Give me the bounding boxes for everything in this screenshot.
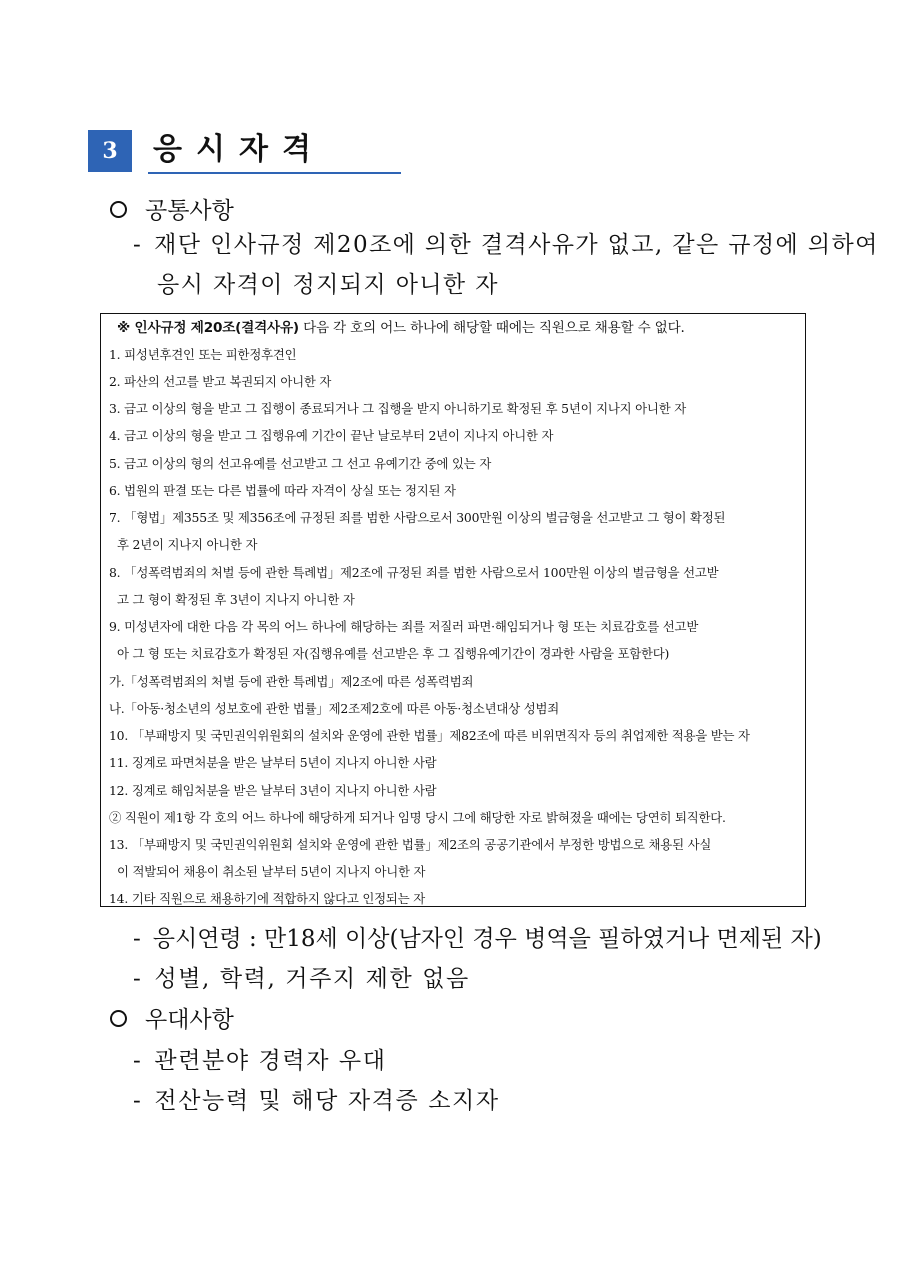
- common-item-3-text: 성별, 학력, 거주지 제한 없음: [154, 966, 470, 992]
- dash-bullet: -: [133, 926, 141, 952]
- common-item-1-line-2: 응시 자격이 정지되지 아니한 자: [157, 272, 499, 298]
- regulation-line: 11. 징계로 파면처분을 받은 날부터 5년이 지나지 아니한 사람: [109, 755, 437, 770]
- regulation-line: 8. 「성폭력범죄의 처벌 등에 관한 특례법」제2조에 규정된 죄를 범한 사람으로서 100만원 이상의 벌금형을 선고받: [109, 565, 719, 580]
- regulation-line: 나.「아동·청소년의 성보호에 관한 법률」제2조제2호에 따른 아동·청소년대상 성범죄: [109, 701, 560, 716]
- preference-item-2-text: 전산능력 및 해당 자격증 소지자: [154, 1088, 500, 1114]
- section-header: [88, 130, 325, 174]
- regulation-line: 4. 금고 이상의 형을 받고 그 집행유예 기간이 끝난 날로부터 2년이 지나지 아니한 자: [109, 428, 554, 443]
- hollow-circle-bullet-icon: [110, 201, 127, 218]
- regulation-box-heading: [117, 320, 685, 336]
- common-item-2-text: 응시연령 : 만18세 이상(남자인 경우 병역을 필하였거나 면제된 자): [152, 926, 822, 952]
- preference-item-1: [133, 1046, 387, 1076]
- regulation-line: 12. 징계로 해임처분을 받은 날부터 3년이 지나지 아니한 사람: [109, 783, 437, 798]
- section-title: 응시자격: [153, 132, 325, 167]
- section-number: 3: [88, 130, 132, 172]
- preference-heading-row: [110, 1005, 234, 1035]
- regulation-line: 5. 금고 이상의 형의 선고유예를 선고받고 그 선고 유예기간 중에 있는 자: [109, 456, 492, 471]
- preference-item-1-text: 관련분야 경력자 우대: [154, 1048, 387, 1074]
- regulation-line: 13. 「부패방지 및 국민권익위원회 설치와 운영에 관한 법률」제2조의 공공기관에서 부정한 방법으로 채용된 사실: [109, 837, 712, 852]
- regulation-line: ② 직원이 제1항 각 호의 어느 하나에 해당하게 되거나 임명 당시 그에 해당한 자로 밝혀졌을 때에는 당연히 퇴직한다.: [109, 810, 726, 825]
- regulation-line: 10. 「부패방지 및 국민권익위원회의 설치와 운영에 관한 법률」제82조에 따른 비위면직자 등의 취업제한 적용을 받는 자: [109, 728, 750, 743]
- regulation-line: 2. 파산의 선고를 받고 복권되지 아니한 자: [109, 374, 332, 389]
- common-item-1-text-1: 재단 인사규정 제20조에 의한 결격사유가 없고, 같은 규정에 의하여: [154, 232, 879, 258]
- regulation-box-heading-text: 다음 각 호의 어느 하나에 해당할 때에는 직원으로 채용할 수 없다.: [303, 320, 685, 336]
- regulation-line: 14. 기타 직원으로 채용하기에 적합하지 않다고 인정되는 자: [109, 891, 425, 906]
- common-heading: 공통사항: [145, 198, 234, 224]
- regulation-line: 7. 「형법」제355조 및 제356조에 규정된 죄를 범한 사람으로서 300만원 이상의 벌금형을 선고받고 그 형이 확정된: [109, 510, 726, 525]
- common-item-2: [133, 924, 822, 954]
- regulation-line-continued: 고 그 형이 확정된 후 3년이 지나지 아니한 자: [117, 592, 355, 607]
- section-title-underline: [148, 172, 401, 174]
- regulation-line-continued: 아 그 형 또는 치료감호가 확정된 자(집행유예를 선고받은 후 그 집행유예기간이 경과한 사람을 포함한다): [117, 646, 670, 661]
- regulation-line: 1. 피성년후견인 또는 피한정후견인: [109, 347, 297, 362]
- dash-bullet: -: [133, 966, 143, 992]
- regulation-box-heading-bold: ※ 인사규정 제20조(결격사유): [117, 320, 299, 336]
- common-item-3: [133, 964, 470, 994]
- dash-bullet: -: [133, 1088, 143, 1114]
- regulation-line: 가.「성폭력범죄의 처벌 등에 관한 특례법」제2조에 따른 성폭력범죄: [109, 674, 474, 689]
- regulation-line-continued: 후 2년이 지나지 아니한 자: [117, 537, 258, 552]
- regulation-line: 3. 금고 이상의 형을 받고 그 집행이 종료되거나 그 집행을 받지 아니하기로 확정된 후 5년이 지나지 아니한 자: [109, 401, 686, 416]
- common-item-1-line-1: [133, 230, 879, 260]
- preference-heading: 우대사항: [145, 1007, 234, 1033]
- regulation-line: 9. 미성년자에 대한 다음 각 목의 어느 하나에 해당하는 죄를 저질러 파면·해임되거나 형 또는 치료감호를 선고받: [109, 619, 699, 634]
- hollow-circle-bullet-icon: [110, 1010, 127, 1027]
- regulation-line-continued: 이 적발되어 채용이 취소된 날부터 5년이 지나지 아니한 자: [117, 864, 426, 879]
- regulation-box: [100, 313, 806, 907]
- preference-item-2: [133, 1086, 500, 1116]
- regulation-line: 6. 법원의 판결 또는 다른 법률에 따라 자격이 상실 또는 정지된 자: [109, 483, 456, 498]
- common-heading-row: [110, 196, 234, 226]
- dash-bullet: -: [133, 232, 143, 258]
- dash-bullet: -: [133, 1048, 143, 1074]
